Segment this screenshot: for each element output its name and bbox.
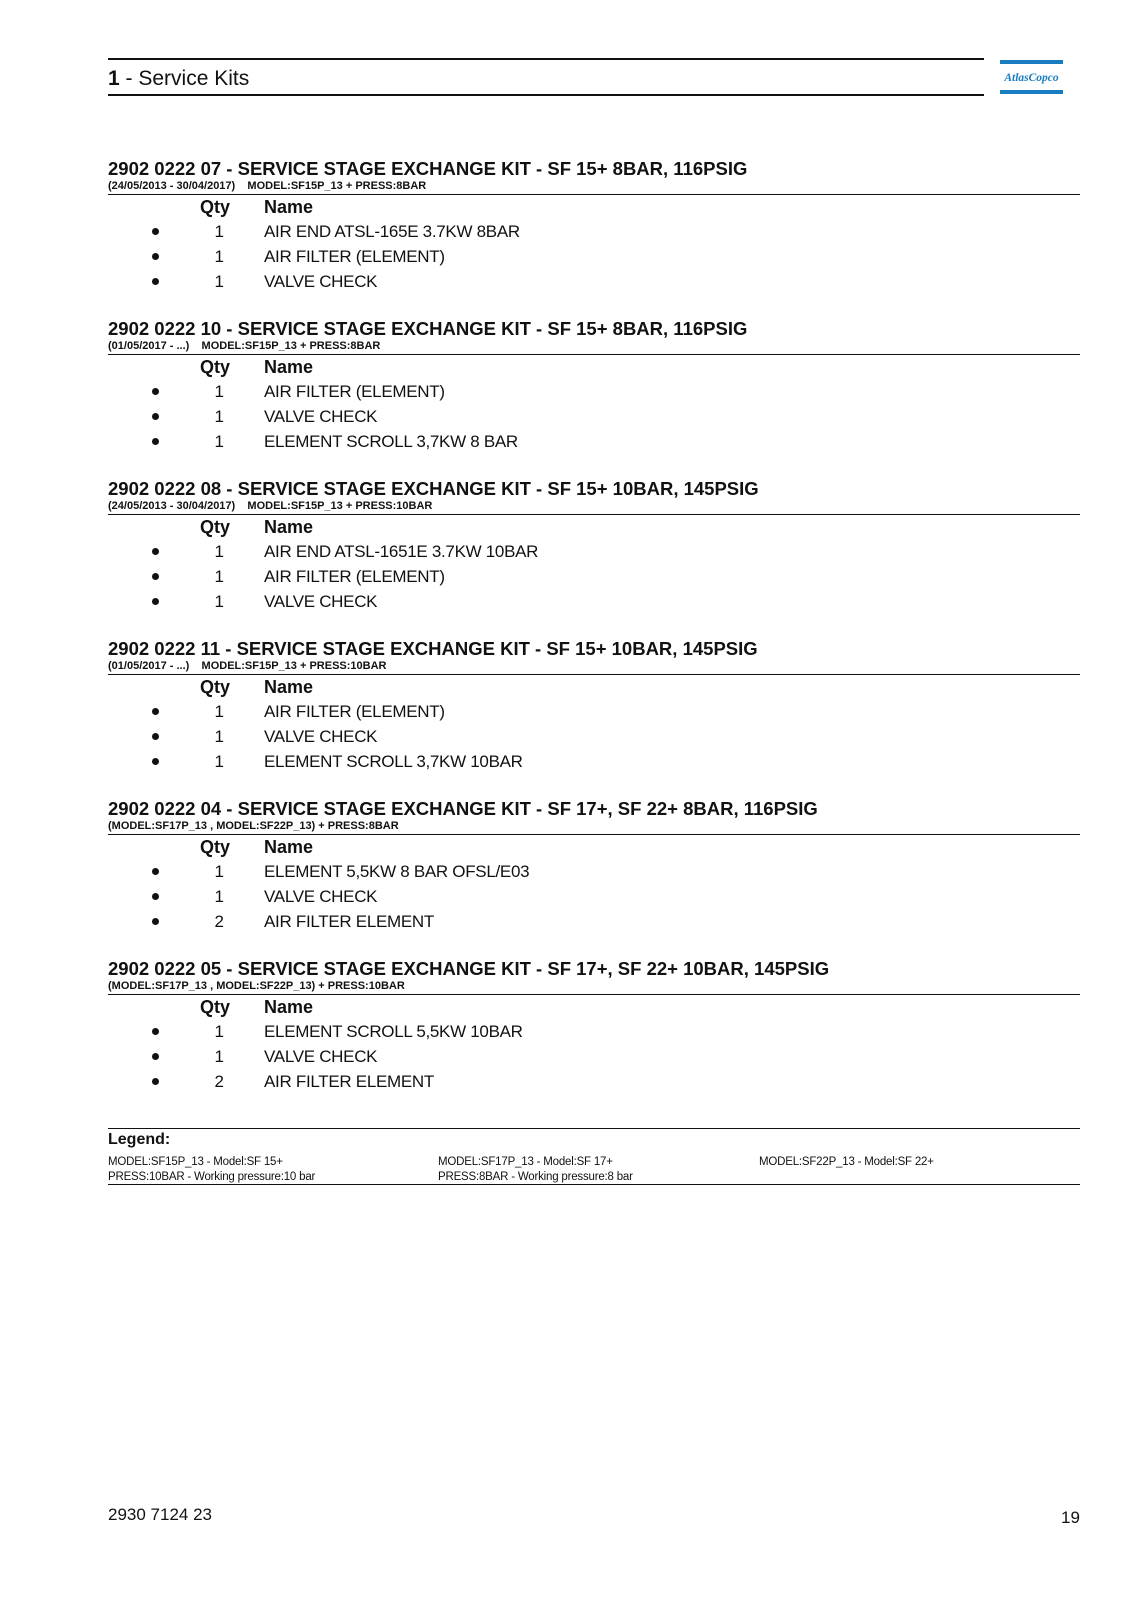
part-row xyxy=(108,725,1080,750)
part-qty: 1 xyxy=(214,862,224,881)
part-name: AIR END ATSL-165E 3.7KW 8BAR xyxy=(264,222,520,241)
part-name: VALVE CHECK xyxy=(264,407,378,426)
bullet-icon xyxy=(152,438,159,445)
column-headers xyxy=(108,515,1080,540)
part-name: AIR FILTER ELEMENT xyxy=(264,912,434,931)
part-name: VALVE CHECK xyxy=(264,727,378,746)
part-row xyxy=(108,565,1080,590)
kit-title: 2902 0222 11 - SERVICE STAGE EXCHANGE KIT - SF 15+ 10BAR, 145PSIG xyxy=(108,638,758,659)
part-row xyxy=(108,380,1080,405)
kit-section xyxy=(108,638,1080,798)
bullet-icon xyxy=(152,388,159,395)
part-name: AIR FILTER (ELEMENT) xyxy=(264,567,445,586)
column-headers xyxy=(108,835,1080,860)
legend-item: PRESS:10BAR - Working pressure:10 bar xyxy=(108,1171,316,1183)
legend-item: MODEL:SF17P_13 - Model:SF 17+ xyxy=(438,1156,613,1168)
bullet-icon xyxy=(152,893,159,900)
part-name: ELEMENT 5,5KW 8 BAR OFSL/E03 xyxy=(264,862,530,881)
kit-meta: (24/05/2013 - 30/04/2017) MODEL:SF15P_13 + PRESS:8BAR xyxy=(108,180,1080,195)
name-header: Name xyxy=(264,997,314,1017)
name-header: Name xyxy=(264,517,314,537)
part-row xyxy=(108,1045,1080,1070)
part-qty: 1 xyxy=(214,592,224,611)
atlas-copco-logo xyxy=(1000,60,1063,94)
part-name: AIR FILTER ELEMENT xyxy=(264,1072,434,1091)
part-row xyxy=(108,245,1080,270)
bullet-icon xyxy=(152,733,159,740)
section-number: 1 xyxy=(108,67,120,90)
name-header: Name xyxy=(264,677,314,697)
kit-meta: (01/05/2017 - ...) MODEL:SF15P_13 + PRESS:8BAR xyxy=(108,340,1080,355)
kit-meta: (MODEL:SF17P_13 , MODEL:SF22P_13) + PRESS:8BAR xyxy=(108,820,1080,835)
legend-item: MODEL:SF15P_13 - Model:SF 15+ xyxy=(108,1156,283,1168)
legend-item: MODEL:SF22P_13 - Model:SF 22+ xyxy=(759,1156,934,1168)
part-name: AIR FILTER (ELEMENT) xyxy=(264,702,445,721)
part-row xyxy=(108,1070,1080,1095)
column-headers xyxy=(108,995,1080,1020)
part-name: VALVE CHECK xyxy=(264,272,378,291)
part-qty: 2 xyxy=(214,1072,224,1091)
part-qty: 1 xyxy=(214,542,224,561)
bullet-icon xyxy=(152,868,159,875)
part-qty: 1 xyxy=(214,727,224,746)
bullet-icon xyxy=(152,1028,159,1035)
part-row xyxy=(108,540,1080,565)
bullet-icon xyxy=(152,918,159,925)
part-row xyxy=(108,885,1080,910)
qty-header: Qty xyxy=(200,357,231,377)
column-headers xyxy=(108,195,1080,220)
name-header: Name xyxy=(264,357,314,377)
part-name: ELEMENT SCROLL 3,7KW 8 BAR xyxy=(264,432,518,451)
bullet-icon xyxy=(152,548,159,555)
bullet-icon xyxy=(152,708,159,715)
bullet-icon xyxy=(152,278,159,285)
kit-title: 2902 0222 10 - SERVICE STAGE EXCHANGE KIT - SF 15+ 8BAR, 116PSIG xyxy=(108,318,748,339)
kit-section xyxy=(108,478,1080,638)
part-qty: 1 xyxy=(214,887,224,906)
logo-wordmark: AtlasCopco xyxy=(1004,72,1059,84)
qty-header: Qty xyxy=(200,197,231,217)
part-name: AIR FILTER (ELEMENT) xyxy=(264,247,445,266)
bullet-icon xyxy=(152,598,159,605)
part-qty: 1 xyxy=(214,432,224,451)
part-qty: 1 xyxy=(214,382,224,401)
legend-title: Legend: xyxy=(108,1131,171,1148)
part-name: ELEMENT SCROLL 5,5KW 10BAR xyxy=(264,1022,523,1041)
part-row xyxy=(108,220,1080,245)
legend-item: PRESS:8BAR - Working pressure:8 bar xyxy=(438,1171,633,1183)
legend xyxy=(108,1128,1080,1185)
column-headers xyxy=(108,355,1080,380)
kit-list xyxy=(108,158,1080,1118)
part-qty: 1 xyxy=(214,1022,224,1041)
part-qty: 1 xyxy=(214,702,224,721)
kit-title: 2902 0222 05 - SERVICE STAGE EXCHANGE KIT - SF 17+, SF 22+ 10BAR, 145PSIG xyxy=(108,958,830,979)
qty-header: Qty xyxy=(200,837,231,857)
document-number: 2930 7124 23 xyxy=(108,1505,212,1524)
qty-header: Qty xyxy=(200,677,231,697)
bullet-icon xyxy=(152,573,159,580)
kit-section xyxy=(108,318,1080,478)
part-qty: 1 xyxy=(214,752,224,771)
part-qty: 1 xyxy=(214,272,224,291)
part-name: ELEMENT SCROLL 3,7KW 10BAR xyxy=(264,752,523,771)
kit-title: 2902 0222 07 - SERVICE STAGE EXCHANGE KIT - SF 15+ 8BAR, 116PSIG xyxy=(108,158,748,179)
part-name: VALVE CHECK xyxy=(264,1047,378,1066)
name-header: Name xyxy=(264,837,314,857)
part-row xyxy=(108,590,1080,615)
kit-meta: (01/05/2017 - ...) MODEL:SF15P_13 + PRESS:10BAR xyxy=(108,660,1080,675)
qty-header: Qty xyxy=(200,517,231,537)
kit-title: 2902 0222 04 - SERVICE STAGE EXCHANGE KIT - SF 17+, SF 22+ 8BAR, 116PSIG xyxy=(108,798,818,819)
kit-meta: (24/05/2013 - 30/04/2017) MODEL:SF15P_13 + PRESS:10BAR xyxy=(108,500,1080,515)
part-row xyxy=(108,1020,1080,1045)
part-qty: 1 xyxy=(214,407,224,426)
part-name: VALVE CHECK xyxy=(264,592,378,611)
part-row xyxy=(108,910,1080,935)
column-headers xyxy=(108,675,1080,700)
bullet-icon xyxy=(152,228,159,235)
qty-header: Qty xyxy=(200,997,231,1017)
part-name: AIR END ATSL-1651E 3.7KW 10BAR xyxy=(264,542,539,561)
page-number: 19 xyxy=(1061,1508,1080,1527)
part-name: AIR FILTER (ELEMENT) xyxy=(264,382,445,401)
bullet-icon xyxy=(152,758,159,765)
kit-section xyxy=(108,958,1080,1118)
part-row xyxy=(108,270,1080,295)
kit-section xyxy=(108,158,1080,318)
bullet-icon xyxy=(152,253,159,260)
section-title-text: - Service Kits xyxy=(119,67,250,90)
kit-title: 2902 0222 08 - SERVICE STAGE EXCHANGE KIT - SF 15+ 10BAR, 145PSIG xyxy=(108,478,759,499)
section-header xyxy=(108,58,984,96)
part-row xyxy=(108,700,1080,725)
part-row xyxy=(108,430,1080,455)
part-qty: 1 xyxy=(214,567,224,586)
part-name: VALVE CHECK xyxy=(264,887,378,906)
bullet-icon xyxy=(152,1053,159,1060)
bullet-icon xyxy=(152,1078,159,1085)
section-title xyxy=(108,67,249,91)
kit-section xyxy=(108,798,1080,958)
part-row xyxy=(108,860,1080,885)
part-qty: 1 xyxy=(214,247,224,266)
part-row xyxy=(108,405,1080,430)
bullet-icon xyxy=(152,413,159,420)
part-qty: 2 xyxy=(214,912,224,931)
part-qty: 1 xyxy=(214,222,224,241)
kit-meta: (MODEL:SF17P_13 , MODEL:SF22P_13) + PRESS:10BAR xyxy=(108,980,1080,995)
part-row xyxy=(108,750,1080,775)
name-header: Name xyxy=(264,197,314,217)
part-qty: 1 xyxy=(214,1047,224,1066)
